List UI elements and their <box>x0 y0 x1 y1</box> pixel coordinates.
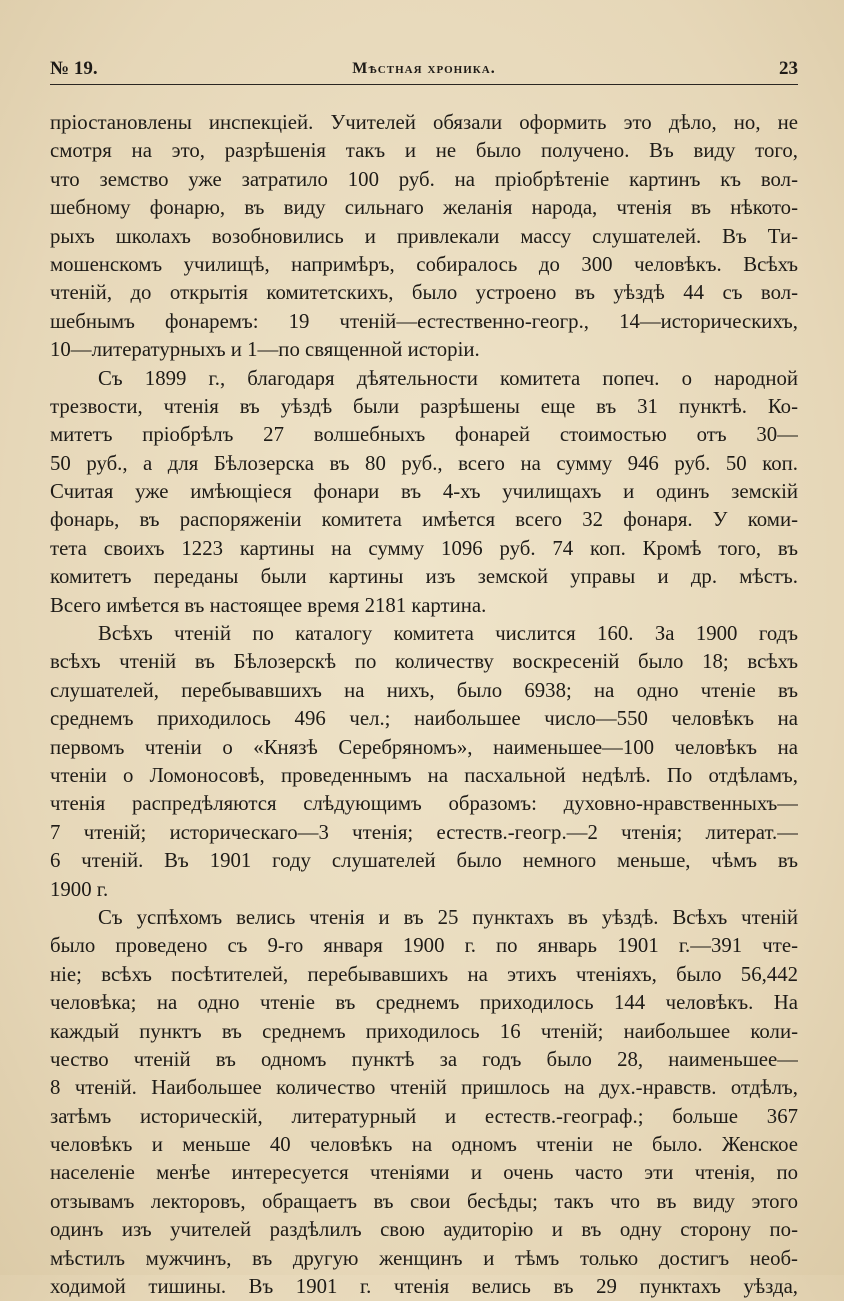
text-line: человѣкъ и меньше 40 человѣкъ на одномъ чтеніи не было. Женское <box>50 1133 798 1157</box>
text-line: шебнымъ фонаремъ: 19 чтеній—естественно-геогр., 14—историческихъ, <box>50 309 798 333</box>
text-line: Съ 1899 г., благодаря дѣятельности комитета попеч. о народной <box>98 366 798 390</box>
text-line: рыхъ школахъ возобновились и привлекали массу слушателей. Въ Ти- <box>50 224 798 248</box>
text-line: 10—литературныхъ и 1—по священной исторіи. <box>50 338 480 362</box>
text-line: чтеній, до открытія комитетскихъ, было устроено въ уѣздѣ 44 съ вол- <box>50 281 798 305</box>
text-line: слушателей, перебывавшихъ на нихъ, было 6938; на одно чтеніе въ <box>50 678 798 702</box>
text-line: 1900 г. <box>50 877 109 901</box>
text-line: среднемъ приходилось 496 чел.; наибольшее число—550 человѣкъ на <box>50 707 798 731</box>
text-line: тета своихъ 1223 картины на сумму 1096 руб. 74 коп. Кромѣ того, въ <box>50 536 798 560</box>
text-line: 50 руб., а для Бѣлозерска въ 80 руб., всего на сумму 946 руб. 50 коп. <box>50 451 798 475</box>
text-line: населеніе менѣе интересуется чтеніями и очень часто эти чтенія, по <box>50 1161 798 1185</box>
text-line: шебному фонарю, въ виду сильнаго желанія народа, чтенія въ нѣкото- <box>50 196 798 220</box>
text-line: ходимой тишины. Въ 1901 г. чтенія велись въ 29 пунктахъ уѣзда, <box>50 1275 798 1299</box>
text-line: смотря на это, разрѣшенія такъ и не было получено. Въ виду того, <box>50 139 798 163</box>
text-line: человѣка; на одно чтеніе въ среднемъ приходилось 144 человѣкъ. На <box>50 991 798 1015</box>
issue-number: № 19. <box>50 58 98 79</box>
text-line: пріостановлены инспекціей. Учителей обязали оформить это дѣло, но, не <box>50 111 798 134</box>
text-line: Всего имѣется въ настоящее время 2181 картина. <box>50 593 487 617</box>
body-text <box>50 109 798 1301</box>
text-line: каждый пунктъ въ среднемъ приходилось 16 чтеній; наибольшее коли- <box>50 1019 798 1043</box>
running-header <box>50 58 798 85</box>
section-title: Мѣстная хроника. <box>352 60 496 77</box>
text-line: чество чтеній въ одномъ пунктѣ за годъ было 28, наименьшее— <box>50 1047 798 1071</box>
text-line: одинъ изъ учителей раздѣлилъ свою аудиторію и въ одну сторону по- <box>50 1218 798 1242</box>
text-line: 8 чтеній. Наибольшее количество чтеній пришлось на дух.-нравств. отдѣлъ, <box>50 1076 798 1100</box>
text-line: Считая уже имѣющіеся фонари въ 4-хъ училищахъ и одинъ земскій <box>50 480 798 504</box>
text-line: мошенскомъ училищѣ, напримѣръ, собиралось до 300 человѣкъ. Всѣхъ <box>50 252 798 276</box>
text-line: затѣмъ историческій, литературный и естеств.-географ.; больше 367 <box>50 1104 798 1128</box>
text-line: первомъ чтеніи о «Князѣ Серебряномъ», наименьшее—100 человѣкъ на <box>50 735 798 759</box>
text-line: чтенія распредѣляются слѣдующимъ образомъ: духовно-нравственныхъ— <box>50 792 798 816</box>
text-line: Всѣхъ чтеній по каталогу комитета числится 160. За 1900 годъ <box>98 622 798 646</box>
text-line: фонарь, въ распоряженіи комитета имѣется всего 32 фонаря. У коми- <box>50 508 798 532</box>
page-number: 23 <box>779 58 798 79</box>
text-line: чтеніи о Ломоносовѣ, проведеннымъ на пасхальной недѣлѣ. По отдѣламъ, <box>50 763 798 787</box>
text-line: 7 чтеній; историческаго—3 чтенія; естеств.-геогр.—2 чтенія; литерат.— <box>50 820 798 844</box>
text-line: отзывамъ лекторовъ, обращаетъ въ свои бесѣды; такъ что въ виду этого <box>50 1189 798 1213</box>
text-line: комитетъ переданы были картины изъ земской управы и др. мѣстъ. <box>50 565 798 589</box>
text-line: митетъ пріобрѣлъ 27 волшебныхъ фонарей стоимостью отъ 30— <box>50 423 798 447</box>
text-line: всѣхъ чтеній въ Бѣлозерскѣ по количеству воскресеній было 18; всѣхъ <box>50 650 798 674</box>
text-line: мѣстилъ мужчинъ, въ другую женщинъ и тѣмъ только достигъ необ- <box>50 1246 798 1270</box>
text-line: ніе; всѣхъ посѣтителей, перебывавшихъ на этихъ чтеніяхъ, было 56,442 <box>50 962 798 986</box>
text-line: трезвости, чтенія въ уѣздѣ были разрѣшены еще въ 31 пунктѣ. Ко- <box>50 394 798 418</box>
text-line: 6 чтеній. Въ 1901 году слушателей было немного меньше, чѣмъ въ <box>50 849 798 873</box>
text-line: было проведено съ 9-го января 1900 г. по январь 1901 г.—391 чте- <box>50 934 798 958</box>
text-line: что земство уже затратило 100 руб. на пріобрѣтеніе картинъ къ вол- <box>50 167 798 191</box>
text-line: Съ успѣхомъ велись чтенія и въ 25 пунктахъ въ уѣздѣ. Всѣхъ чтеній <box>98 905 798 929</box>
